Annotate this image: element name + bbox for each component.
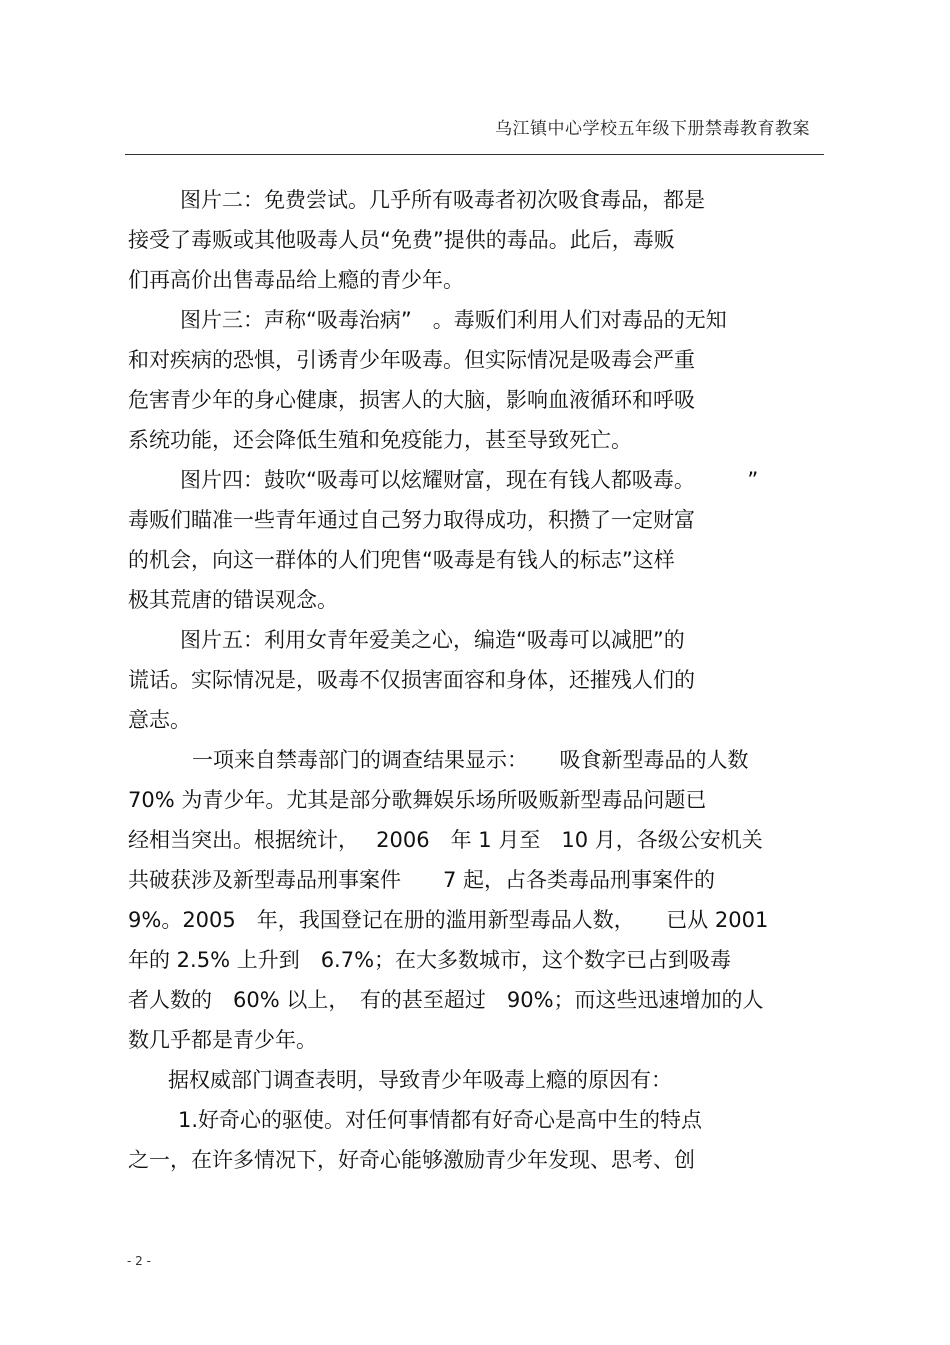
- page-header-title: 乌江镇中心学校五年级下册禁毒教育教案: [495, 119, 810, 139]
- document-body: [128, 180, 828, 1180]
- text-line: 图片四：鼓吹“吸毒可以炫耀财富，现在有钱人都吸毒。 ”: [180, 468, 759, 492]
- header-divider: [125, 154, 824, 155]
- text-line: 们再高价出售毒品给上瘾的青少年。: [128, 268, 464, 292]
- text-line: 数几乎都是青少年。: [128, 1028, 317, 1052]
- text-line: 一项来自禁毒部门的调查结果显示： 吸食新型毒品的人数: [192, 748, 749, 772]
- text-line: 毒贩们瞄准一些青年通过自己努力取得成功，积攒了一定财富: [128, 508, 695, 532]
- text-line: 图片五：利用女青年爱美之心，编造“吸毒可以减肥”的: [180, 628, 685, 652]
- text-line: 图片二：免费尝试。几乎所有吸毒者初次吸食毒品，都是: [180, 188, 705, 212]
- text-line: 图片三：声称“吸毒治病” 。毒贩们利用人们对毒品的无知: [180, 308, 727, 332]
- text-line: 意志。: [128, 708, 191, 732]
- text-line: 危害青少年的身心健康，损害人的大脑，影响血液循环和呼吸: [128, 388, 695, 412]
- text-line: 谎话。实际情况是，吸毒不仅损害面容和身体，还摧残人们的: [128, 668, 695, 692]
- text-line: 共破获涉及新型毒品刑事案件 7 起，占各类毒品刑事案件的: [128, 868, 716, 892]
- text-line: 年的 2.5% 上升到 6.7%；在大多数城市，这个数字已占到吸毒: [128, 948, 732, 972]
- text-line: 据权威部门调查表明，导致青少年吸毒上瘾的原因有：: [168, 1068, 672, 1092]
- text-line: 者人数的 60% 以上， 有的甚至超过 90%；而这些迅速增加的人: [128, 988, 764, 1012]
- text-line: 经相当突出。根据统计， 2006 年 1 月至 10 月，各级公安机关: [128, 828, 763, 852]
- page-number: - 2 -: [127, 1254, 151, 1268]
- text-line: 和对疾病的恐惧，引诱青少年吸毒。但实际情况是吸毒会严重: [128, 348, 695, 372]
- text-line: 之一，在许多情况下，好奇心能够激励青少年发现、思考、创: [128, 1148, 695, 1172]
- text-line: 的机会，向这一群体的人们兜售“吸毒是有钱人的标志”这样: [128, 548, 675, 572]
- text-line: 极其荒唐的错误观念。: [128, 588, 338, 612]
- text-line: 接受了毒贩或其他吸毒人员“免费”提供的毒品。此后，毒贩: [128, 228, 675, 252]
- text-line: 9%。2005 年，我国登记在册的滥用新型毒品人数， 已从 2001: [128, 908, 769, 932]
- text-line: 1.好奇心的驱使。对任何事情都有好奇心是高中生的特点: [178, 1108, 703, 1132]
- text-line: 系统功能，还会降低生殖和免疫能力，甚至导致死亡。: [128, 428, 632, 452]
- text-line: 70% 为青少年。尤其是部分歌舞娱乐场所吸贩新型毒品问题已: [128, 788, 707, 812]
